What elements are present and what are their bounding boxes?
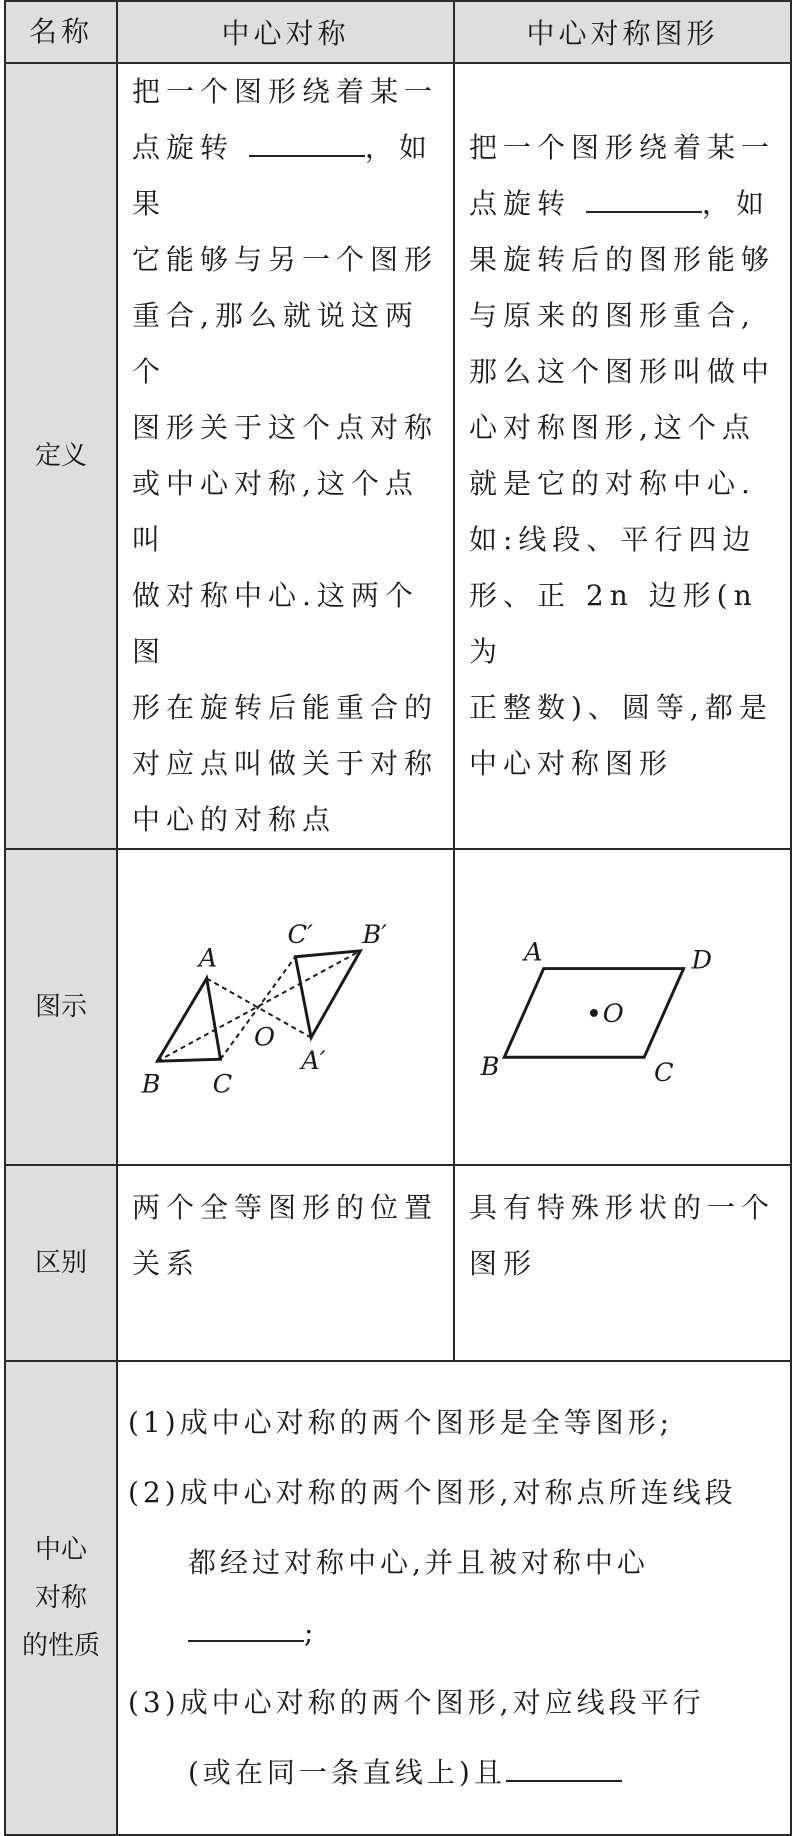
point-label-o: O bbox=[253, 1022, 275, 1053]
definition-center-symmetric-figure-text bbox=[455, 120, 790, 792]
text-line: 两个全等图形的位置 bbox=[132, 1191, 439, 1224]
point-label-d: D bbox=[691, 945, 713, 976]
point-label-b: B bbox=[141, 1069, 161, 1100]
text-line-with-blank bbox=[469, 176, 780, 232]
text-fragment: ，如 bbox=[701, 187, 770, 220]
text-fragment: 点旋转 bbox=[469, 187, 572, 220]
triangle-a1b1c1 bbox=[295, 951, 360, 1038]
text-line: 心对称图形,这个点 bbox=[469, 411, 756, 444]
label-line: 对称 bbox=[34, 1583, 87, 1613]
point-label-a-prime: A′ bbox=[301, 1046, 326, 1077]
text-line: 果旋转后的图形能够 bbox=[469, 243, 776, 276]
properties-row bbox=[5, 1361, 791, 1835]
text-line: 与原来的图形重合, bbox=[469, 299, 756, 332]
text-line: 形、正 2n 边形(n 为 bbox=[469, 579, 758, 668]
label-line: 中心 bbox=[34, 1535, 87, 1565]
header-center-symmetry: 中心对称 bbox=[117, 1, 454, 63]
figure-center-symmetry-cell bbox=[117, 849, 454, 1165]
fill-in-blank[interactable] bbox=[188, 1618, 304, 1642]
point-label-b: B bbox=[480, 1051, 500, 1082]
difference-center-symmetric-figure-text bbox=[455, 1166, 790, 1292]
text-line: 把一个图形绕着某一 bbox=[469, 131, 776, 164]
text-line: 它能够与另一个图形 bbox=[132, 243, 439, 276]
point-label-a: A bbox=[198, 943, 218, 974]
definition-label: 定义 bbox=[5, 63, 117, 849]
text-line-with-blank bbox=[132, 120, 443, 232]
header-name-cell: 名称 bbox=[5, 1, 117, 63]
figure-row bbox=[5, 849, 791, 1165]
header-row bbox=[5, 1, 791, 63]
fill-in-blank[interactable] bbox=[249, 133, 365, 157]
property-line: (1)成中心对称的两个图形是全等图形; bbox=[128, 1406, 674, 1439]
triangle-abc bbox=[157, 978, 220, 1061]
figure-label: 图示 bbox=[5, 849, 117, 1165]
point-label-o: O bbox=[602, 998, 624, 1029]
text-fragment: (或在同一条直线上)且 bbox=[188, 1756, 506, 1789]
definition-center-symmetric-figure-cell bbox=[454, 63, 791, 849]
point-label-a: A bbox=[523, 937, 543, 968]
property-line-with-blank bbox=[128, 1738, 780, 1808]
header-center-symmetric-figure: 中心对称图形 bbox=[454, 1, 791, 63]
properties-cell bbox=[117, 1361, 791, 1835]
text-line: 做对称中心.这两个图 bbox=[132, 579, 419, 668]
comparison-table bbox=[4, 0, 792, 1836]
text-line: 形在旋转后能重合的 bbox=[132, 691, 439, 724]
point-label-c: C bbox=[212, 1069, 233, 1100]
parallelogram-diagram bbox=[455, 850, 790, 1164]
text-line: 重合,那么就说这两个 bbox=[132, 299, 419, 388]
center-point-o bbox=[590, 1009, 598, 1017]
text-line: 图形关于这个点对称 bbox=[132, 411, 439, 444]
text-line: 或中心对称,这个点叫 bbox=[132, 467, 419, 556]
text-line: 如:线段、平行四边 bbox=[469, 523, 757, 556]
label-line: 的性质 bbox=[21, 1631, 100, 1661]
text-line: 关系 bbox=[132, 1247, 201, 1280]
difference-label: 区别 bbox=[5, 1165, 117, 1361]
point-label-c-prime: C′ bbox=[287, 919, 313, 950]
text-fragment: 点旋转 bbox=[132, 131, 235, 164]
fill-in-blank[interactable] bbox=[506, 1758, 622, 1782]
property-line-with-blank bbox=[128, 1598, 780, 1668]
figure-center-symmetric-figure-cell bbox=[454, 849, 791, 1165]
text-fragment: ，如果 bbox=[132, 131, 433, 220]
difference-center-symmetry-text bbox=[118, 1166, 453, 1292]
difference-center-symmetry-cell bbox=[117, 1165, 454, 1361]
text-line: 那么这个图形叫做中 bbox=[469, 355, 776, 388]
properties-label bbox=[5, 1361, 117, 1835]
definition-center-symmetry-text bbox=[118, 64, 453, 848]
text-line: 中心对称图形 bbox=[469, 747, 674, 780]
difference-row bbox=[5, 1165, 791, 1361]
fill-in-blank[interactable] bbox=[586, 189, 702, 213]
property-line: 都经过对称中心,并且被对称中心 bbox=[188, 1546, 649, 1579]
text-line: 就是它的对称中心. bbox=[469, 467, 756, 500]
difference-center-symmetric-figure-cell bbox=[454, 1165, 791, 1361]
text-line: 把一个图形绕着某一 bbox=[132, 75, 439, 108]
text-line: 图形 bbox=[469, 1247, 538, 1280]
text-fragment: ; bbox=[304, 1616, 318, 1649]
property-line: (2)成中心对称的两个图形,对称点所连线段 bbox=[128, 1476, 737, 1509]
text-line: 中心的对称点 bbox=[132, 803, 337, 836]
definition-center-symmetry-cell bbox=[117, 63, 454, 849]
point-label-c: C bbox=[654, 1057, 674, 1088]
text-line: 对应点叫做关于对称 bbox=[132, 747, 439, 780]
definition-row bbox=[5, 63, 791, 849]
properties-text bbox=[118, 1388, 790, 1808]
text-line: 具有特殊形状的一个 bbox=[469, 1191, 776, 1224]
point-label-b-prime: B′ bbox=[362, 919, 387, 950]
text-line: 正整数)、圆等,都是 bbox=[469, 691, 773, 724]
property-line: (3)成中心对称的两个图形,对应线段平行 bbox=[128, 1686, 705, 1719]
center-symmetry-diagram bbox=[118, 850, 453, 1164]
